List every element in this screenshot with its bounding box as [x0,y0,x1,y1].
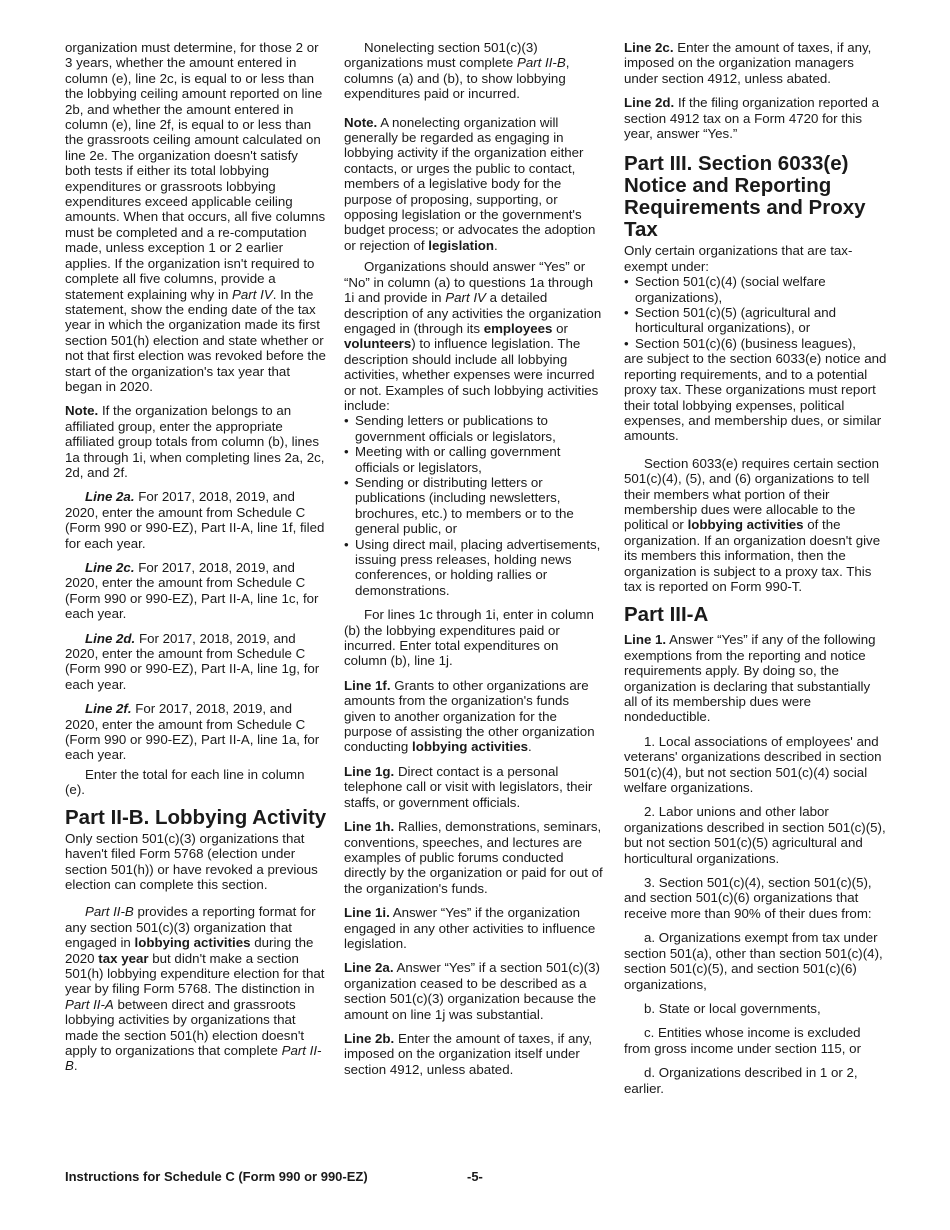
part-iii-heading: Part III. Section 6033(e) Notice and Reporting Requirements and Proxy Tax [624,152,866,242]
column-3 [624,40,887,1105]
part-iib-heading: Part II-B. Lobbying Activity [65,805,327,829]
column-1 [65,40,327,1083]
line-2c-paragraph: Line 2c. For 2017, 2018, 2019, and 2020, enter the amount from Schedule C (Form 990 or 990-EZ), Part II-A, line 1c, for each year. [65,560,319,622]
column-2 [344,40,604,1086]
bullet-icon: • [344,536,349,552]
list-item: d. Organizations described in 1 or 2, earlier. [624,1065,858,1096]
line-2d-paragraph: Line 2d. For 2017, 2018, 2019, and 2020, enter the amount from Schedule C (Form 990 or 990-EZ), Part II-A, line 1g, for each year. [65,630,320,692]
bullet-icon: • [344,444,349,460]
line-2b-paragraph: Line 2b. Enter the amount of taxes, if any, imposed on the organization itself under section 4912, unless abated. [344,1030,593,1077]
line-1g-paragraph: Line 1g. Direct contact is a personal telephone call or visit with legislators, their staffs, or government officials. [344,763,593,810]
list-item: c. Entities whose income is excluded from gross income under section 115, or [624,1025,861,1056]
bullet-icon: • [624,305,629,321]
bullet-icon: • [624,335,629,351]
note-paragraph: Note. A nonelecting organization will generally be regarded as engaging in lobbying activity if the organization either contacts, or urges the public to contact, members of a legislative body for the purpose of proposing, supporting, or opposing legislation or the government's budget process; or advocates the adoption or rejection of legislation. [344,114,596,253]
total-paragraph: Enter the total for each line in column (e). [65,766,305,798]
lines-1c-1i-paragraph: For lines 1c through 1i, enter in column (b) the lobbying expenditures paid or incurred. Enter total expenditures on column (b), line 1j. [344,607,594,669]
list-item: 2. Labor unions and other labor organizations described in section 501(c)(5), but not section 501(c)(5) agricultural and horticultural organizations. [624,804,886,866]
paragraph: organization must determine, for those 2 or 3 years, whether the amount entered in column (e), line 2c, is equal to or less than the lobbying ceiling amount reported on line 2b, and whether the amount entered in column (e), line 2f, is equal to or less than the grassroots ceiling amount calculated on line 2e. The organization doesn't satisfy both tests if either its total lobbying expenditures or grassroots lobbying expenditures exceed applicable ceiling amounts. When that occurs, all five columns must be completed and a re-computation made, unless exception 1 or 2 earlier applies. If the organization isn't required to complete all five columns, provide a statement explaining why in Part IV. In the statement, show the ending date of the tax year in which the organization made its first section 501(h) election and state whether or not that first election was revoked before the start of the organization's tax year that began in 2020. [65,40,326,394]
line-2a-paragraph: Line 2a. For 2017, 2018, 2019, and 2020, enter the amount from Schedule C (Form 990 or 990-EZ), Part II-A, line 1f, filed for each year. [65,489,325,551]
list-item: • Sending or distributing letters or publications (including newsletters, brochures, etc.) to members or to the general public, or [344,474,574,537]
footer-title: Instructions for Schedule C (Form 990 or 990-EZ) [65,1169,368,1184]
list-item: b. State or local governments, [644,1000,821,1016]
part-iii-paragraph-2: Section 6033(e) requires certain section 501(c)(4), (5), and (6) organizations to tell their members what portion of their membership dues were allocable to the political or lobbying activities of the organization. If an organization doesn't give its members this information, then the organization is subject to a proxy tax. This tax is reported on Form 990-T. [624,455,881,594]
bullet-icon: • [624,274,629,290]
line-2f-paragraph: Line 2f. For 2017, 2018, 2019, and 2020, enter the amount from Schedule C (Form 990 or 990-EZ), Part II-A, line 1a, for each year. [65,701,320,763]
list-item: a. Organizations exempt from tax under section 501(a), other than section 501(c)(4), section 501(c)(5), and section 501(c)(6) organizations, [624,930,883,992]
list-item: • Sending letters or publications to government officials or legislators, [344,413,556,444]
part-iib-paragraph: Part II-B provides a reporting format for any section 501(c)(3) organization that engaged in lobbying activities during the 2020 tax year but didn't make a section 501(h) lobbying expenditure election for that year by filing Form 5768. The distinction in Part II-A between direct and grassroots lobbying activities by organizations that made the section 501(h) election doesn't apply to organizations that complete Part II-B. [65,904,325,1074]
line-2a-paragraph: Line 2a. Answer “Yes” if a section 501(c)(3) organization ceased to be described as a section 501(c)(3) organization because the amount on line 1j was substantial. [344,960,600,1022]
paragraph: Nonelecting section 501(c)(3) organizations must complete Part II-B, columns (a) and (b), to show lobbying expenditures paid or incurred. [344,40,570,102]
line-1-paragraph: Line 1. Answer “Yes” if any of the following exemptions from the reporting and notice requirements apply. By doing so, the organization is declaring that substantially all of its membership dues were nondeductible. [624,632,876,725]
page-number: -5- [467,1169,483,1184]
line-1f-paragraph: Line 1f. Grants to other organizations are amounts from the organization's funds given to another organization for the purpose of assisting the other organization conducting lobbying activities. [344,677,595,755]
part-iii-a-heading: Part III-A [624,603,709,627]
line-2c-paragraph: Line 2c. Enter the amount of taxes, if any, imposed on the organization managers under section 4912, unless abated. [624,40,872,86]
bullet-icon: • [344,413,349,429]
line-1i-paragraph: Line 1i. Answer “Yes” if the organization engaged in any other activities to influence legislation. [344,905,596,951]
list-item: • Meeting with or calling government officials or legislators, [344,444,561,475]
bullet-icon: • [344,474,349,490]
list-item: • Section 501(c)(4) (social welfare organizations), [624,274,826,305]
list-item: 1. Local associations of employees' and veterans' organizations described in section 501(c)(4), but not section 501(c)(4) social welfare organizations. [624,733,882,796]
line-2d-paragraph: Line 2d. If the filing organization reported a section 4912 tax on a Form 4720 for this year, answer “Yes.” [624,95,880,142]
list-item: • Section 501(c)(6) (business leagues), [624,335,856,351]
list-item: 3. Section 501(c)(4), section 501(c)(5), and section 501(c)(6) organizations that receive more than 90% of their dues from: [624,875,872,921]
list-item: • Using direct mail, placing advertisements, issuing press releases, holding news conferences, or holding rallies or demonstrations. [344,536,601,598]
part-iii-paragraph: are subject to the section 6033(e) notice and reporting requirements, and to a potential proxy tax. These organizations must report their total lobbying expenses, political expenses, and membership dues, or similar amounts. [624,351,887,444]
activities-paragraph: Organizations should answer “Yes” or “No” in column (a) to questions 1a through 1i and provide in Part IV a detailed description of any activities the organization engaged in (through its employees or volunteers) to influence legislation. The description should include all lobbying activities, whether expenses were incurred or not. Examples of such lobbying activities include: [344,259,602,413]
part-iib-intro: Only section 501(c)(3) organizations that haven't filed Form 5768 (election under section 501(h)) or have revoked a previous election can complete this section. [65,830,318,892]
line-1h-paragraph: Line 1h. Rallies, demonstrations, seminars, conventions, speeches, and lectures are examples of public forums conducted directly by the organization or paid for out of the organization's funds. [344,819,603,896]
note-paragraph: Note. If the organization belongs to an affiliated group, enter the appropriate affiliated group totals from column (b), lines 1a through 1i, when completing lines 2a, 2c, 2d, and 2f. [65,403,325,480]
list-item: • Section 501(c)(5) (agricultural and horticultural organizations), or [624,305,837,336]
part-iii-intro: Only certain organizations that are tax-exempt under: [624,243,853,274]
